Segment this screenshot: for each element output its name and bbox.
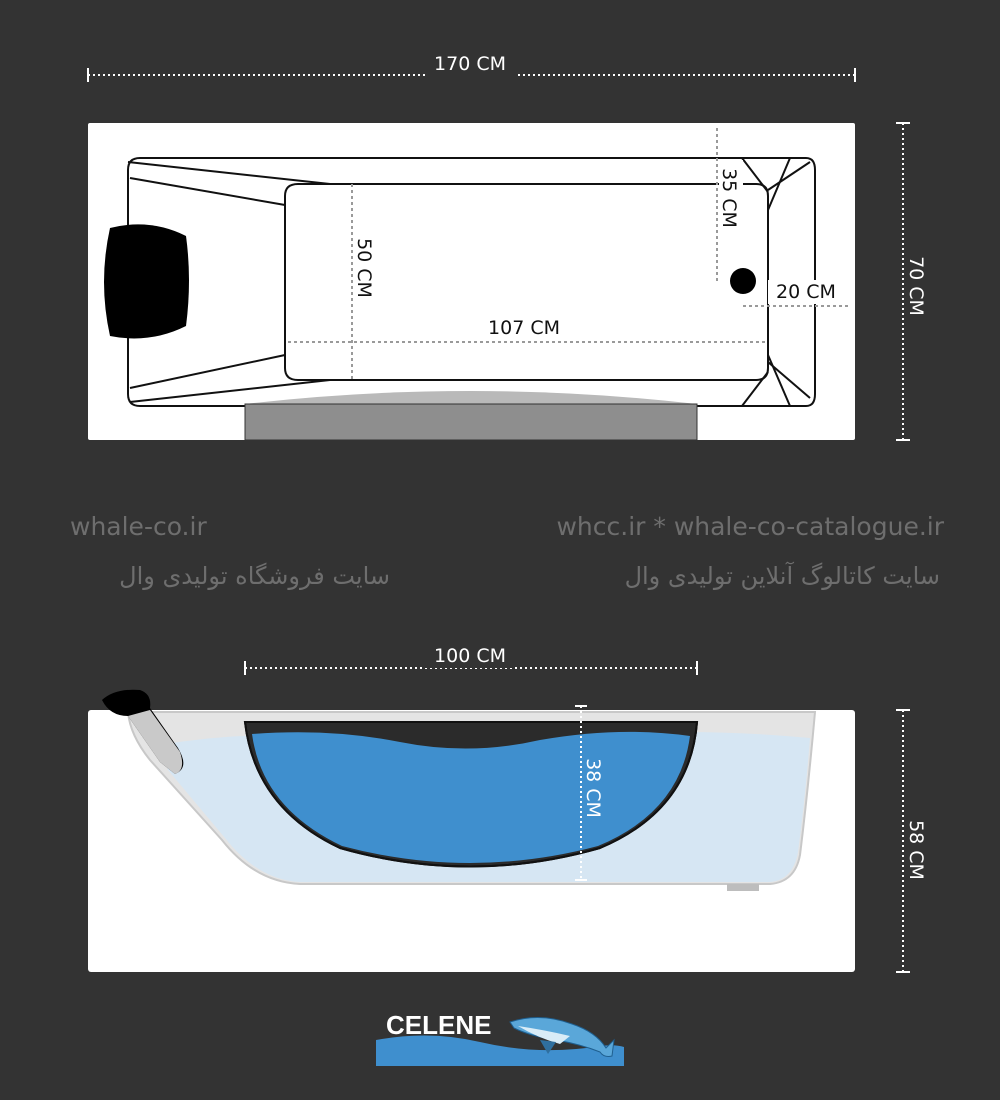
website-left-domain[interactable]: whale-co.ir <box>70 512 207 541</box>
side-view <box>88 644 931 972</box>
website-left-caption: سایت فروشگاه تولیدی وال <box>119 562 390 590</box>
inner-depth-label: 50 CM <box>353 238 375 298</box>
length-dimension <box>88 52 855 82</box>
drain-icon <box>730 268 756 294</box>
water-depth-label: 38 CM <box>582 758 604 818</box>
drain-foot <box>727 884 759 891</box>
window-width-label: 100 CM <box>434 645 506 667</box>
model-name: CELENE <box>386 1010 492 1040</box>
drain-offset-label: 35 CM <box>718 168 740 228</box>
height-dimension <box>896 710 931 972</box>
website-right-caption: سایت کاتالوگ آنلاین تولیدی وال <box>624 562 940 590</box>
top-view <box>88 52 931 440</box>
front-panel <box>245 404 697 440</box>
headrest-pillow-icon <box>104 224 189 338</box>
length-label: 170 CM <box>434 53 506 75</box>
height-label: 58 CM <box>905 820 927 880</box>
window-width-dimension <box>245 644 697 675</box>
brand-logo <box>376 1010 624 1066</box>
width-label: 70 CM <box>905 256 927 316</box>
width-dimension <box>896 123 931 440</box>
inner-length-label: 107 CM <box>488 317 560 339</box>
drain-side-label: 20 CM <box>776 281 836 303</box>
website-right-domains[interactable]: whcc.ir * whale-co-catalogue.ir <box>556 512 944 541</box>
